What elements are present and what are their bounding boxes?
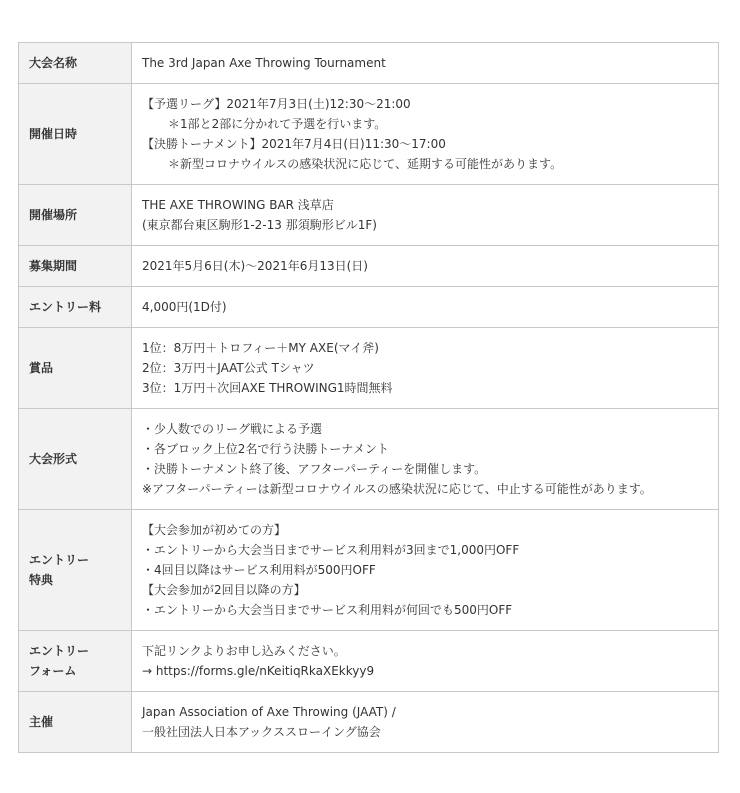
row-value (132, 185, 719, 246)
value-line: ・決勝トーナメント終了後、アフターパーティーを開催します。 (142, 462, 487, 476)
value-line: ・エントリーから大会当日までサービス利用料が3回まで1,000円OFF (142, 543, 520, 557)
row-format (19, 409, 719, 510)
row-value (132, 409, 719, 510)
row-label (19, 631, 132, 692)
row-entry-fee (19, 287, 719, 328)
value-line: 4,000円(1D付) (142, 300, 227, 314)
value-line: 一般社団法人日本アックススローイング協会 (142, 725, 381, 739)
row-organizer (19, 692, 719, 753)
row-value (132, 43, 719, 84)
value-line: 【大会参加が初めての方】 (142, 523, 287, 537)
info-table (18, 42, 719, 753)
row-label: 賞品 (19, 328, 132, 409)
value-line: THE AXE THROWING BAR 浅草店 (142, 198, 334, 212)
row-value (132, 692, 719, 753)
row-dates (19, 84, 719, 185)
value-line: ※アフターパーティーは新型コロナウイルスの感染状況に応じて、中止する可能性があります。 (142, 482, 652, 496)
value-line: 2021年5月6日(木)～2021年6月13日(日) (142, 259, 368, 273)
label-line: フォーム (29, 664, 77, 678)
value-line: 1位：8万円＋トロフィー＋MY AXE(マイ斧) (142, 341, 379, 355)
row-entry-form (19, 631, 719, 692)
value-line: 2位：3万円＋JAAT公式 Tシャツ (142, 361, 315, 375)
row-entry-benefits (19, 510, 719, 631)
value-line: 【予選リーグ】2021年7月3日(土)12:30～21:00 (142, 97, 411, 111)
value-line: The 3rd Japan Axe Throwing Tournament (142, 56, 386, 70)
row-label: 主催 (19, 692, 132, 753)
row-value (132, 328, 719, 409)
value-line: 下記リンクよりお申し込みください。 (142, 644, 346, 658)
row-value (132, 84, 719, 185)
tournament-info (18, 42, 718, 753)
row-venue (19, 185, 719, 246)
label-line: エントリー (29, 553, 90, 567)
value-note: ＊1部と2部に分かれて予選を行います。 (168, 117, 387, 131)
value-line: (東京都台東区駒形1-2-13 那須駒形ビル1F) (142, 218, 377, 232)
row-prizes (19, 328, 719, 409)
row-tournament-name (19, 43, 719, 84)
row-entry-period (19, 246, 719, 287)
entry-form-link[interactable]: → https://forms.gle/nKeitiqRkaXEkkyy9 (142, 664, 375, 678)
row-label: 大会形式 (19, 409, 132, 510)
row-value (132, 287, 719, 328)
label-line: 特典 (29, 573, 54, 587)
value-line: ・4回目以降はサービス利用料が500円OFF (142, 563, 376, 577)
row-value (132, 631, 719, 692)
value-line: 【決勝トーナメント】2021年7月4日(日)11:30～17:00 (142, 137, 446, 151)
value-line: 【大会参加が2回目以降の方】 (142, 583, 306, 597)
value-line: ・エントリーから大会当日までサービス利用料が何回でも500円OFF (142, 603, 513, 617)
value-line: ・各ブロック上位2名で行う決勝トーナメント (142, 442, 389, 456)
row-label: 開催日時 (19, 84, 132, 185)
value-line: ・少人数でのリーグ戦による予選 (142, 422, 323, 436)
value-note: ＊新型コロナウイルスの感染状況に応じて、延期する可能性があります。 (168, 157, 563, 171)
row-value (132, 510, 719, 631)
row-label: 開催場所 (19, 185, 132, 246)
value-line: Japan Association of Axe Throwing (JAAT) / (142, 705, 396, 719)
row-label (19, 510, 132, 631)
row-label: エントリー料 (19, 287, 132, 328)
value-line: 3位：1万円＋次回AXE THROWING1時間無料 (142, 381, 393, 395)
row-label: 大会名称 (19, 43, 132, 84)
row-label: 募集期間 (19, 246, 132, 287)
label-line: エントリー (29, 644, 90, 658)
row-value (132, 246, 719, 287)
